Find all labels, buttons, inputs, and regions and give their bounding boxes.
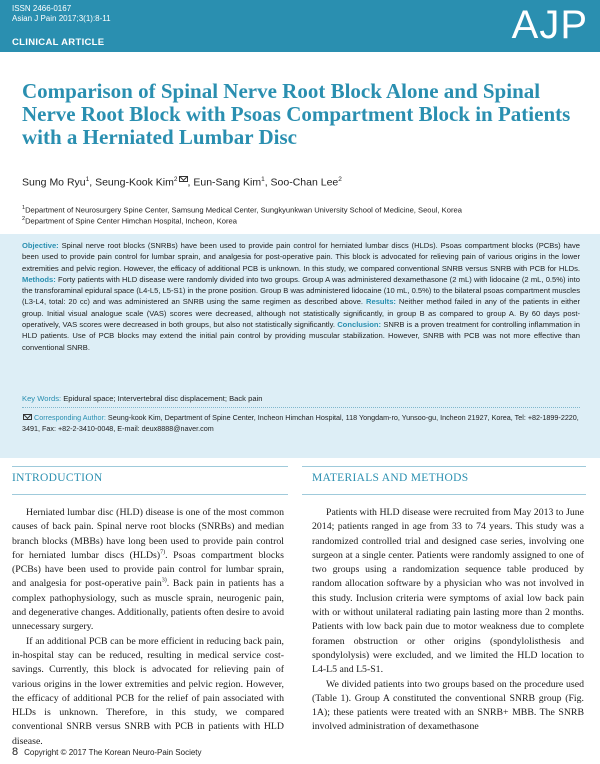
affiliation	[22, 216, 582, 226]
section-rule	[302, 494, 586, 495]
keywords-text: Epidural space; Intervertebral disc displacement; Back pain	[61, 394, 263, 403]
abstract	[22, 240, 580, 353]
paragraph-text: . Psoas compartment blocks (PCBs) have been used to provide pain control for lumbar sprain, and analgesia for post-operative pain	[12, 549, 284, 590]
envelope-icon	[23, 414, 32, 420]
journal-logo: AJP	[511, 3, 588, 47]
author-affiliation-mark: 1	[85, 176, 90, 183]
author-list: Sung Mo Ryu$^1$, Seung-Kook Kim$^2$ , Eun-Sang Kim$^1$, Soo-Chan Lee$^2$	[22, 176, 342, 189]
abstract-objective: Spinal nerve root blocks (SNRBs) have been used to provide pain control for herniated lumbar discs (HLDs). Psoas compartment blocks (PCBs) have been used to provide pain control for lumbar sprain, and analgesia for post-operative pain. This block is advocated for relieving pain of various origins in the lower extremities and pelvic region. However, the efficacy of additional PCB is unknown. In this study, we compared conventional SNRB versus SNRB with PCB for HLDs.	[22, 241, 580, 273]
materials-methods-body	[312, 506, 584, 735]
paragraph: If an additional PCB can be more efficient in reducing back pain, in-hospital stay can be reduced, resulting in medical service cost-savings. Currently, this block is advocated for relieving pain of various origins in the lower extremities and pelvic region. However, the efficacy of additional PCB for the relief of pain associated with HLDs is unknown. Therefore, in this study, we compared conventional SNRB versus SNRB with PCB in patients with HLD disease.	[12, 635, 284, 747]
abstract-methods: Forty patients with HLD disease were randomly divided into two groups. Group A was administered dexamethasone (2 mL) with lidocaine (2 mL, 0.5%) into the transforaminal epidural space (L4-L5, L5-S1) in the prone position. Group B was administered lidocaine (10 mL, 0.5%) to the bilateral psoas compartment muscles (L3-L4, total: 20 cc) and was administered an SNRB using the same regimen as described above.	[22, 274, 581, 307]
section-heading-materials-methods: MATERIALS AND METHODS	[312, 472, 469, 484]
page-number: 8	[12, 746, 19, 758]
abstract-divider	[22, 407, 580, 408]
paragraph: Patients with HLD disease were recruited from May 2013 to June 2014; patients ranged in age from 33 to 74 years. This study was a randomized controlled trial and designed case series, involving one surgeon at a single center. Patients were randomly assigned to one of two groups using a randomization sequence table produced by random allocation software by a physician who was not involved in this study. Inclusion criteria were symptoms of axial low back pain with or without unilateral radiating pain lasting more than 2 months. Patients with low back pain due to motor weakness due to complete foramen obstruction or other origins (spondylolisthesis and spondylolysis) were excluded, and we limited the HLD location to L4-L5 and L5-S1.	[312, 507, 584, 676]
introduction-body	[12, 506, 284, 749]
abstract-conclusion-label: Conclusion:	[337, 320, 382, 330]
copyright: Copyright © 2017 The Korean Neuro-Pain Society	[24, 748, 202, 757]
affiliation-mark: 2	[22, 216, 26, 222]
author-name: Sung Mo Ryu	[22, 176, 86, 189]
paragraph-text: Herniated lumbar disc (HLD) disease is one of the most common causes of back pain. Spinal nerve root blocks (SNRBs) and median branch blocks (MBBs) have long been used to provide pain control for herniated lumbar discs (HLDs)	[12, 507, 284, 561]
author-name: Soo-Chan Lee	[270, 176, 339, 189]
abstract-results: Neither method failed in any of the patients in either group. Initial visual analogue scale (VAS) scores were decreased, although not statistically significantly, in group B as compared to group A. By 60 days post-operatively, VAS scores were decreased in both groups, but also not statistically significantly.	[22, 297, 580, 330]
paragraph-text: . Back pain in patients has a complex pathophysiology, such as muscle sprain, neurogenic pain, and degenerative changes. Additionally, patients often desire to avoid unnecessary surgery.	[12, 578, 284, 633]
section-rule	[12, 494, 288, 495]
abstract-methods-label: Methods:	[22, 274, 56, 284]
affiliation-text: Department of Spine Center Himchan Hospital, Incheon, Korea	[25, 216, 237, 226]
corresponding-author-label: Corresponding Author:	[34, 413, 106, 422]
section-rule	[12, 466, 288, 467]
author-name: Eun-Sang Kim	[193, 176, 262, 189]
journal-citation: Asian J Pain 2017;3(1):8-11	[12, 14, 111, 23]
article-title: Comparison of Spinal Nerve Root Block Alone and Spinal Nerve Root Block with Psoas Compartment Block in Patients with a Herniated Lumbar Disc	[22, 79, 571, 149]
affiliation-mark: 1	[22, 205, 26, 211]
author-affiliation-mark: 2	[173, 176, 178, 183]
abstract-conclusion: SNRB is a proven treatment for controlling inflammation in HLD patients. Use of PCB blocks may extend the initial pain control by providing muscular stabilization. However, SNRB with PCB was not more effective than conventional SNRB.	[22, 320, 580, 352]
author-affiliation-mark: 1	[261, 176, 265, 183]
keywords	[22, 394, 580, 403]
citation-ref: 3)	[161, 578, 167, 585]
page-footer	[12, 746, 202, 758]
affiliation-text: Department of Neurosurgery Spine Center, Samsung Medical Center, Sungkyunkwan University School of Medicine, Seoul, Korea	[25, 205, 462, 215]
envelope-icon	[179, 176, 188, 182]
issn: ISSN 2466-0167	[12, 4, 72, 13]
paragraph	[12, 506, 284, 635]
paragraph: We divided patients into two groups based on the procedure used (Table 1). Group A constituted the conventional SNRB group (Fig. 1A); these patients were treated with an SNRB+ MBB. The SNRB involved administration of dexamethasone	[312, 678, 584, 733]
corresponding-author	[22, 412, 580, 434]
citation-ref: 7)	[160, 549, 166, 556]
author-affiliation-mark: 2	[338, 176, 342, 183]
keywords-label: Key Words:	[22, 394, 62, 403]
corresponding-author-text: Seung-kook Kim, Department of Spine Center, Incheon Himchan Hospital, 118 Yongdam-ro, Yunsoo-gu, Incheon 21927, Korea, Tel: +82-1899-2220, 3491, Fax: +82-2-3410-0048, E-mail: deux8888@naver.com	[22, 413, 579, 433]
section-heading-introduction: INTRODUCTION	[12, 472, 103, 484]
abstract-objective-label: Objective:	[22, 241, 59, 250]
affiliation	[22, 205, 582, 215]
section-rule	[302, 466, 586, 467]
abstract-results-label: Results:	[365, 297, 396, 307]
article-type: CLINICAL ARTICLE	[12, 37, 105, 48]
author-name: Seung-Kook Kim	[95, 176, 174, 189]
